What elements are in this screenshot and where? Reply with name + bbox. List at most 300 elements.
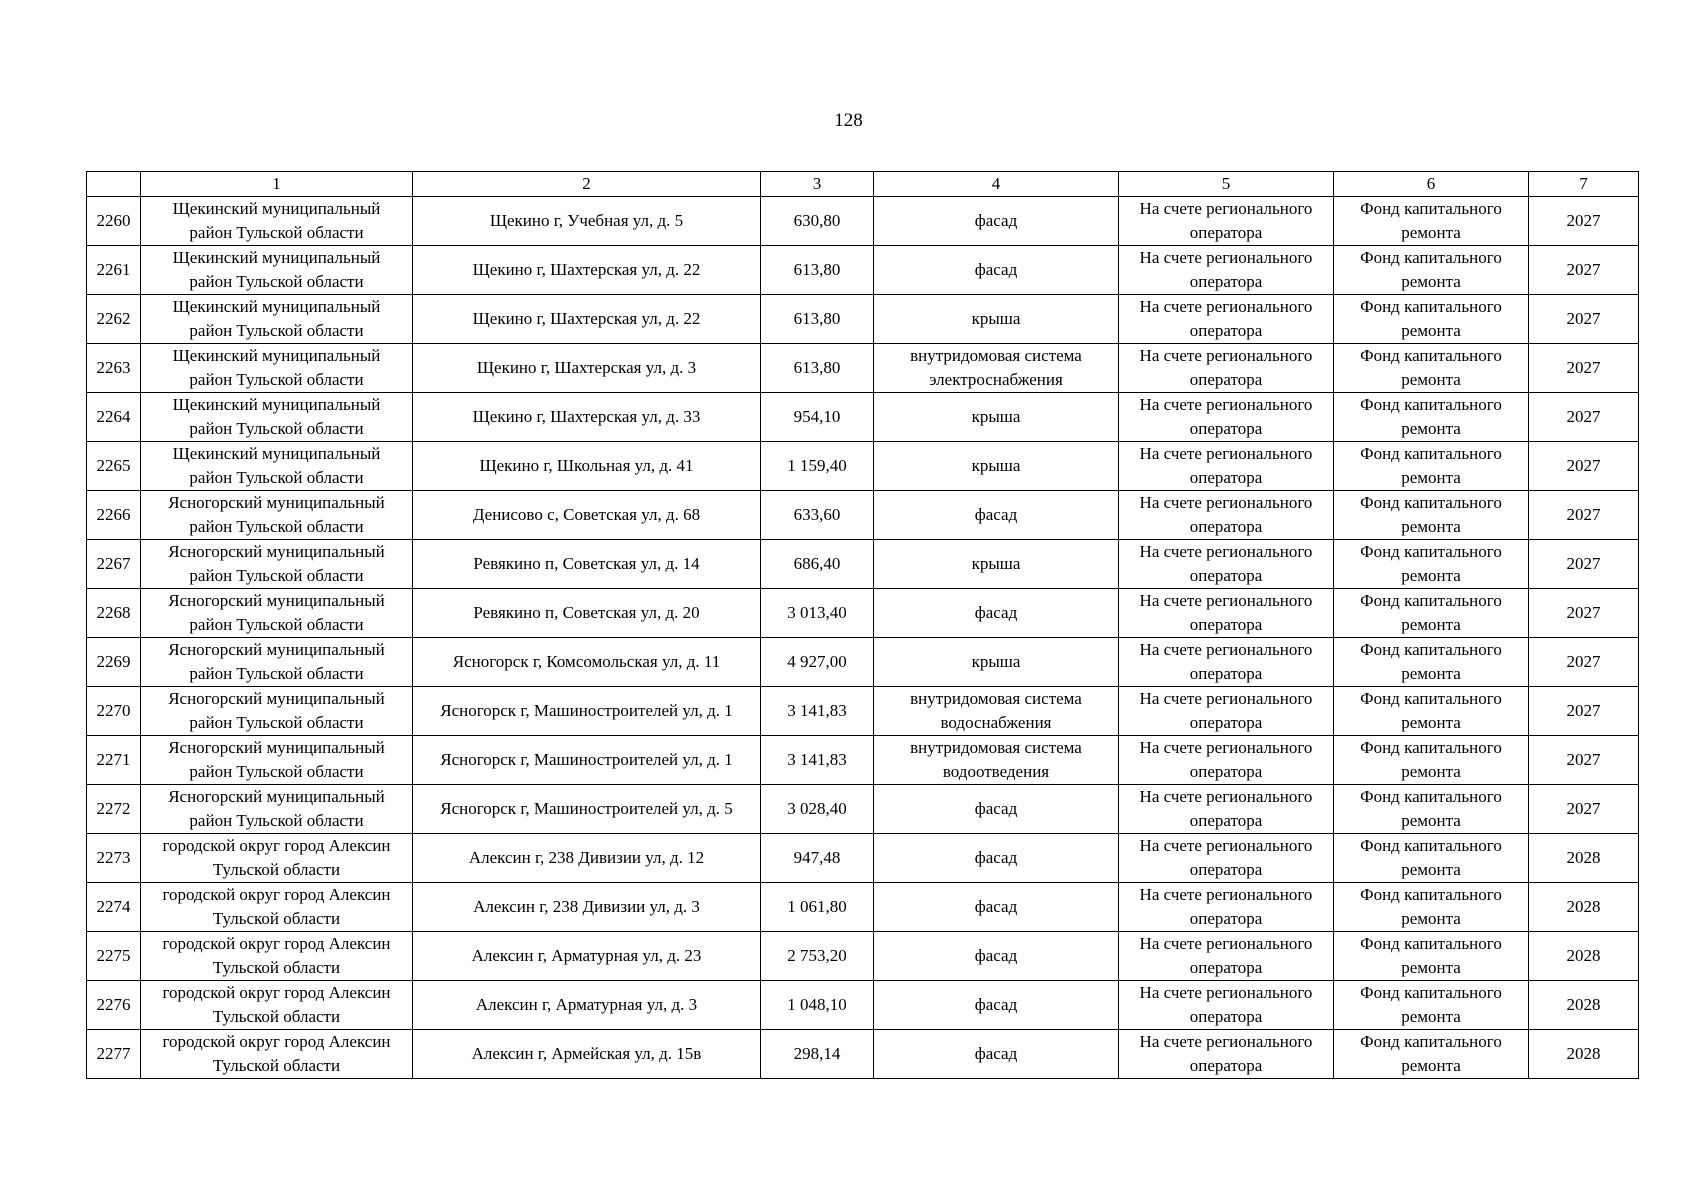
municipality-cell-line: Тульской области [212,909,341,928]
municipality-cell-line: Ясногорский муниципальный [168,542,385,561]
fund-method-cell [1119,344,1334,393]
area-cell [761,1030,874,1079]
area-cell-text: 3 141,83 [787,701,847,720]
address-cell-text: Ясногорск г, Машиностроителей ул, д. 1 [440,701,733,720]
area-cell [761,785,874,834]
work-type-cell-line: крыша [971,456,1021,475]
year-cell-text: 2028 [1566,897,1601,916]
municipality-cell-line: Ясногорский муниципальный [168,591,385,610]
address-cell [413,883,761,932]
municipality-cell-line: Щекинский муниципальный [172,199,381,218]
funding-source-cell-line: Фонд капитального [1360,199,1502,218]
row-number-cell-text: 2262 [96,309,131,328]
funding-source-cell-line: Фонд капитального [1360,346,1502,365]
fund-method-cell-line: На счете регионального [1139,346,1313,365]
table-row [87,197,1639,246]
fund-method-cell [1119,638,1334,687]
municipality-cell-line: район Тульской области [189,321,364,340]
address-cell-text: Ревякино п, Советская ул, д. 14 [473,554,700,573]
funding-source-cell [1334,197,1529,246]
municipality-cell-line: Тульской области [212,1056,341,1075]
table-row [87,246,1639,295]
year-cell [1529,834,1639,883]
row-number-cell [87,638,141,687]
year-cell-text: 2027 [1566,652,1601,671]
municipality-cell [141,883,413,932]
funding-source-cell [1334,442,1529,491]
table-row [87,442,1639,491]
address-cell [413,295,761,344]
table-row [87,393,1639,442]
funding-source-cell [1334,638,1529,687]
funding-source-cell-line: ремонта [1401,1056,1461,1075]
year-cell [1529,589,1639,638]
fund-method-cell [1119,393,1334,442]
row-number-cell [87,246,141,295]
funding-source-cell-line: ремонта [1401,811,1461,830]
funding-source-cell-line: ремонта [1401,1007,1461,1026]
work-type-cell-line: фасад [974,603,1018,622]
funding-source-cell [1334,785,1529,834]
municipality-cell-line: Щекинский муниципальный [172,444,381,463]
work-type-cell-line: внутридомовая система [910,738,1082,757]
fund-method-cell-line: оператора [1189,566,1263,585]
year-cell-text: 2028 [1566,995,1601,1014]
address-cell-text: Щекино г, Школьная ул, д. 41 [479,456,694,475]
fund-method-cell-line: оператора [1189,1007,1263,1026]
row-number-cell-text: 2276 [96,995,131,1014]
fund-method-cell-line: На счете регионального [1139,395,1313,414]
funding-source-cell [1334,883,1529,932]
row-number-cell [87,344,141,393]
fund-method-cell-line: На счете регионального [1139,885,1313,904]
fund-method-cell-line: На счете регионального [1139,493,1313,512]
row-number-cell-text: 2270 [96,701,131,720]
table-row [87,540,1639,589]
table-row [87,295,1639,344]
area-cell [761,344,874,393]
work-type-cell [874,442,1119,491]
funding-source-cell [1334,834,1529,883]
year-cell [1529,491,1639,540]
funding-source-cell [1334,1030,1529,1079]
table-row [87,883,1639,932]
address-cell-text: Щекино г, Шахтерская ул, д. 33 [472,407,701,426]
municipality-cell-line: район Тульской области [189,713,364,732]
area-cell [761,540,874,589]
municipality-cell [141,344,413,393]
funding-source-cell-line: ремонта [1401,615,1461,634]
year-cell-text: 2028 [1566,946,1601,965]
area-cell [761,589,874,638]
work-type-cell-line: фасад [974,897,1018,916]
address-cell [413,687,761,736]
area-cell [761,442,874,491]
municipality-cell [141,834,413,883]
work-type-cell [874,393,1119,442]
funding-source-cell-line: Фонд капитального [1360,738,1502,757]
area-cell-text: 3 141,83 [787,750,847,769]
area-cell [761,736,874,785]
area-cell [761,981,874,1030]
funding-source-cell-line: Фонд капитального [1360,542,1502,561]
municipality-cell [141,785,413,834]
work-type-cell [874,540,1119,589]
year-cell [1529,883,1639,932]
area-cell [761,393,874,442]
page-number: 128 [834,110,863,131]
fund-method-cell-line: На счете регионального [1139,1032,1313,1051]
fund-method-cell-line: На счете регионального [1139,689,1313,708]
municipality-cell-line: Щекинский муниципальный [172,297,381,316]
row-number-cell [87,981,141,1030]
fund-method-cell-line: оператора [1189,811,1263,830]
row-number-cell-text: 2264 [96,407,131,426]
work-type-cell [874,883,1119,932]
municipality-cell-line: район Тульской области [189,566,364,585]
municipality-cell-line: район Тульской области [189,370,364,389]
year-cell-text: 2028 [1566,848,1601,867]
funding-source-cell [1334,246,1529,295]
address-cell [413,540,761,589]
work-type-cell-line: фасад [974,505,1018,524]
work-type-cell [874,246,1119,295]
year-cell [1529,197,1639,246]
funding-source-cell-line: Фонд капитального [1360,591,1502,610]
address-cell [413,1030,761,1079]
area-cell-text: 298,14 [793,1044,841,1063]
header-col-5: 5 [1119,172,1334,197]
work-type-cell-line: крыша [971,309,1021,328]
area-cell-text: 613,80 [793,309,841,328]
municipality-cell [141,393,413,442]
fund-method-cell-line: На счете регионального [1139,738,1313,757]
year-cell [1529,295,1639,344]
year-cell [1529,785,1639,834]
area-cell [761,197,874,246]
municipality-cell-line: район Тульской области [189,272,364,291]
address-cell-text: Щекино г, Шахтерская ул, д. 3 [476,358,697,377]
fund-method-cell-line: На счете регионального [1139,444,1313,463]
area-cell-text: 1 048,10 [787,995,847,1014]
work-type-cell-line: фасад [974,848,1018,867]
address-cell-text: Ревякино п, Советская ул, д. 20 [473,603,700,622]
fund-method-cell-line: оператора [1189,272,1263,291]
address-cell [413,491,761,540]
year-cell [1529,932,1639,981]
area-cell-text: 3 028,40 [787,799,847,818]
work-type-cell [874,491,1119,540]
table-row [87,785,1639,834]
row-number-cell [87,785,141,834]
work-type-cell-line: крыша [971,554,1021,573]
fund-method-cell-line: оператора [1189,615,1263,634]
funding-source-cell-line: ремонта [1401,419,1461,438]
address-cell-text: Алексин г, Армейская ул, д. 15в [471,1044,702,1063]
municipality-cell-line: Щекинский муниципальный [172,248,381,267]
fund-method-cell-line: оператора [1189,664,1263,683]
address-cell-text: Алексин г, 238 Дивизии ул, д. 3 [473,897,700,916]
fund-method-cell-line: На счете регионального [1139,542,1313,561]
fund-method-cell-line: оператора [1189,468,1263,487]
area-cell-text: 3 013,40 [787,603,847,622]
year-cell [1529,344,1639,393]
table-row [87,344,1639,393]
year-cell [1529,687,1639,736]
municipality-cell-line: городской округ город Алексин [162,836,391,855]
header-col-4: 4 [874,172,1119,197]
funding-source-cell-line: ремонта [1401,370,1461,389]
fund-method-cell-line: оператора [1189,517,1263,536]
municipality-cell [141,540,413,589]
funding-source-cell-line: Фонд капитального [1360,248,1502,267]
area-cell-text: 686,40 [793,554,841,573]
funding-source-cell-line: ремонта [1401,517,1461,536]
fund-method-cell [1119,540,1334,589]
address-cell [413,442,761,491]
row-number-cell-text: 2267 [96,554,131,573]
area-cell [761,932,874,981]
fund-method-cell [1119,981,1334,1030]
funding-source-cell [1334,932,1529,981]
work-type-cell-line: фасад [974,799,1018,818]
funding-source-cell-line: ремонта [1401,762,1461,781]
funding-source-cell-line: Фонд капитального [1360,689,1502,708]
row-number-cell [87,295,141,344]
fund-method-cell-line: На счете регионального [1139,836,1313,855]
fund-method-cell [1119,589,1334,638]
fund-method-cell [1119,1030,1334,1079]
municipality-cell-line: Тульской области [212,860,341,879]
fund-method-cell-line: оператора [1189,909,1263,928]
year-cell-text: 2027 [1566,799,1601,818]
address-cell [413,932,761,981]
funding-source-cell-line: ремонта [1401,223,1461,242]
row-number-cell [87,442,141,491]
row-number-cell-text: 2275 [96,946,131,965]
address-cell [413,197,761,246]
address-cell [413,393,761,442]
address-cell [413,981,761,1030]
fund-method-cell [1119,295,1334,344]
work-type-cell-line: водоотведения [942,762,1050,781]
fund-method-cell [1119,932,1334,981]
address-cell-text: Щекино г, Шахтерская ул, д. 22 [472,309,701,328]
area-cell-text: 954,10 [793,407,841,426]
funding-source-cell-line: Фонд капитального [1360,1032,1502,1051]
area-cell [761,883,874,932]
area-cell [761,638,874,687]
year-cell-text: 2028 [1566,1044,1601,1063]
work-type-cell-line: крыша [971,407,1021,426]
year-cell [1529,1030,1639,1079]
municipality-cell-line: Ясногорский муниципальный [168,640,385,659]
municipality-cell-line: Ясногорский муниципальный [168,493,385,512]
funding-source-cell-line: Фонд капитального [1360,836,1502,855]
funding-source-cell [1334,491,1529,540]
fund-method-cell-line: На счете регионального [1139,591,1313,610]
area-cell-text: 947,48 [793,848,841,867]
funding-source-cell-line: Фонд капитального [1360,395,1502,414]
year-cell [1529,246,1639,295]
address-cell-text: Щекино г, Шахтерская ул, д. 22 [472,260,701,279]
fund-method-cell [1119,785,1334,834]
row-number-cell-text: 2260 [96,211,131,230]
work-type-cell [874,295,1119,344]
municipality-cell [141,932,413,981]
fund-method-cell-line: оператора [1189,860,1263,879]
municipality-cell-line: городской округ город Алексин [162,885,391,904]
fund-method-cell-line: На счете регионального [1139,199,1313,218]
work-type-cell [874,785,1119,834]
fund-method-cell-line: На счете регионального [1139,983,1313,1002]
address-cell [413,785,761,834]
row-number-cell [87,687,141,736]
fund-method-cell [1119,834,1334,883]
fund-method-cell [1119,736,1334,785]
funding-source-cell-line: Фонд капитального [1360,493,1502,512]
funding-source-cell-line: ремонта [1401,566,1461,585]
work-type-cell-line: водоснабжения [940,713,1052,732]
year-cell-text: 2027 [1566,701,1601,720]
municipality-cell [141,687,413,736]
municipality-cell [141,736,413,785]
year-cell [1529,981,1639,1030]
address-cell-text: Щекино г, Учебная ул, д. 5 [489,211,684,230]
area-cell-text: 613,80 [793,260,841,279]
year-cell [1529,393,1639,442]
fund-method-cell-line: На счете регионального [1139,640,1313,659]
funding-source-cell-line: Фонд капитального [1360,297,1502,316]
funding-source-cell-line: Фонд капитального [1360,444,1502,463]
funding-source-cell-line: Фонд капитального [1360,885,1502,904]
fund-method-cell [1119,491,1334,540]
funding-source-cell [1334,589,1529,638]
fund-method-cell-line: оператора [1189,762,1263,781]
header-col-2: 2 [413,172,761,197]
row-number-cell-text: 2268 [96,603,131,622]
municipality-cell [141,589,413,638]
row-number-cell-text: 2265 [96,456,131,475]
funding-source-cell [1334,295,1529,344]
area-cell [761,491,874,540]
header-empty-cell [87,172,141,197]
work-type-cell [874,736,1119,785]
row-number-cell [87,393,141,442]
work-type-cell [874,589,1119,638]
fund-method-cell-line: оператора [1189,713,1263,732]
year-cell-text: 2027 [1566,358,1601,377]
funding-source-cell [1334,981,1529,1030]
work-type-cell [874,932,1119,981]
year-cell-text: 2027 [1566,309,1601,328]
funding-source-cell-line: ремонта [1401,958,1461,977]
work-type-cell [874,638,1119,687]
header-col-6: 6 [1334,172,1529,197]
fund-method-cell-line: На счете регионального [1139,934,1313,953]
row-number-cell-text: 2274 [96,897,131,916]
table-row [87,736,1639,785]
work-type-cell [874,687,1119,736]
table-row [87,834,1639,883]
year-cell [1529,540,1639,589]
area-cell-text: 633,60 [793,505,841,524]
area-cell-text: 1 159,40 [787,456,847,475]
work-type-cell-line: крыша [971,652,1021,671]
row-number-cell-text: 2271 [96,750,131,769]
address-cell [413,834,761,883]
year-cell-text: 2027 [1566,456,1601,475]
work-type-cell [874,197,1119,246]
table-body [87,197,1639,1079]
work-type-cell [874,344,1119,393]
area-cell-text: 630,80 [793,211,841,230]
row-number-cell-text: 2273 [96,848,131,867]
funding-source-cell-line: Фонд капитального [1360,983,1502,1002]
work-type-cell [874,834,1119,883]
municipality-cell-line: Ясногорский муниципальный [168,787,385,806]
municipality-cell [141,295,413,344]
municipality-cell-line: район Тульской области [189,664,364,683]
area-cell [761,834,874,883]
year-cell-text: 2027 [1566,750,1601,769]
row-number-cell-text: 2269 [96,652,131,671]
area-cell-text: 613,80 [793,358,841,377]
row-number-cell-text: 2261 [96,260,131,279]
row-number-cell [87,883,141,932]
funding-source-cell [1334,540,1529,589]
year-cell [1529,736,1639,785]
address-cell [413,589,761,638]
fund-method-cell [1119,197,1334,246]
header-col-3: 3 [761,172,874,197]
work-type-cell-line: фасад [974,946,1018,965]
municipality-cell-line: Тульской области [212,1007,341,1026]
year-cell-text: 2027 [1566,505,1601,524]
municipality-cell [141,246,413,295]
funding-source-cell [1334,344,1529,393]
fund-method-cell-line: На счете регионального [1139,248,1313,267]
municipality-cell-line: Тульской области [212,958,341,977]
table-row [87,638,1639,687]
row-number-cell [87,589,141,638]
work-type-cell [874,981,1119,1030]
area-cell [761,687,874,736]
municipality-cell [141,981,413,1030]
row-number-cell [87,834,141,883]
row-number-cell [87,1030,141,1079]
fund-method-cell-line: оператора [1189,1056,1263,1075]
table-row [87,981,1639,1030]
work-type-cell-line: фасад [974,211,1018,230]
table-row [87,1030,1639,1079]
funding-source-cell-line: Фонд капитального [1360,934,1502,953]
area-cell-text: 1 061,80 [787,897,847,916]
fund-method-cell-line: оператора [1189,419,1263,438]
funding-source-cell-line: ремонта [1401,713,1461,732]
capital-repair-table [86,171,1639,1079]
table-row [87,589,1639,638]
year-cell [1529,442,1639,491]
table-header [87,172,1639,197]
municipality-cell [141,197,413,246]
year-cell-text: 2027 [1566,603,1601,622]
header-col-1: 1 [141,172,413,197]
year-cell-text: 2027 [1566,554,1601,573]
municipality-cell-line: Щекинский муниципальный [172,346,381,365]
area-cell [761,295,874,344]
municipality-cell [141,1030,413,1079]
